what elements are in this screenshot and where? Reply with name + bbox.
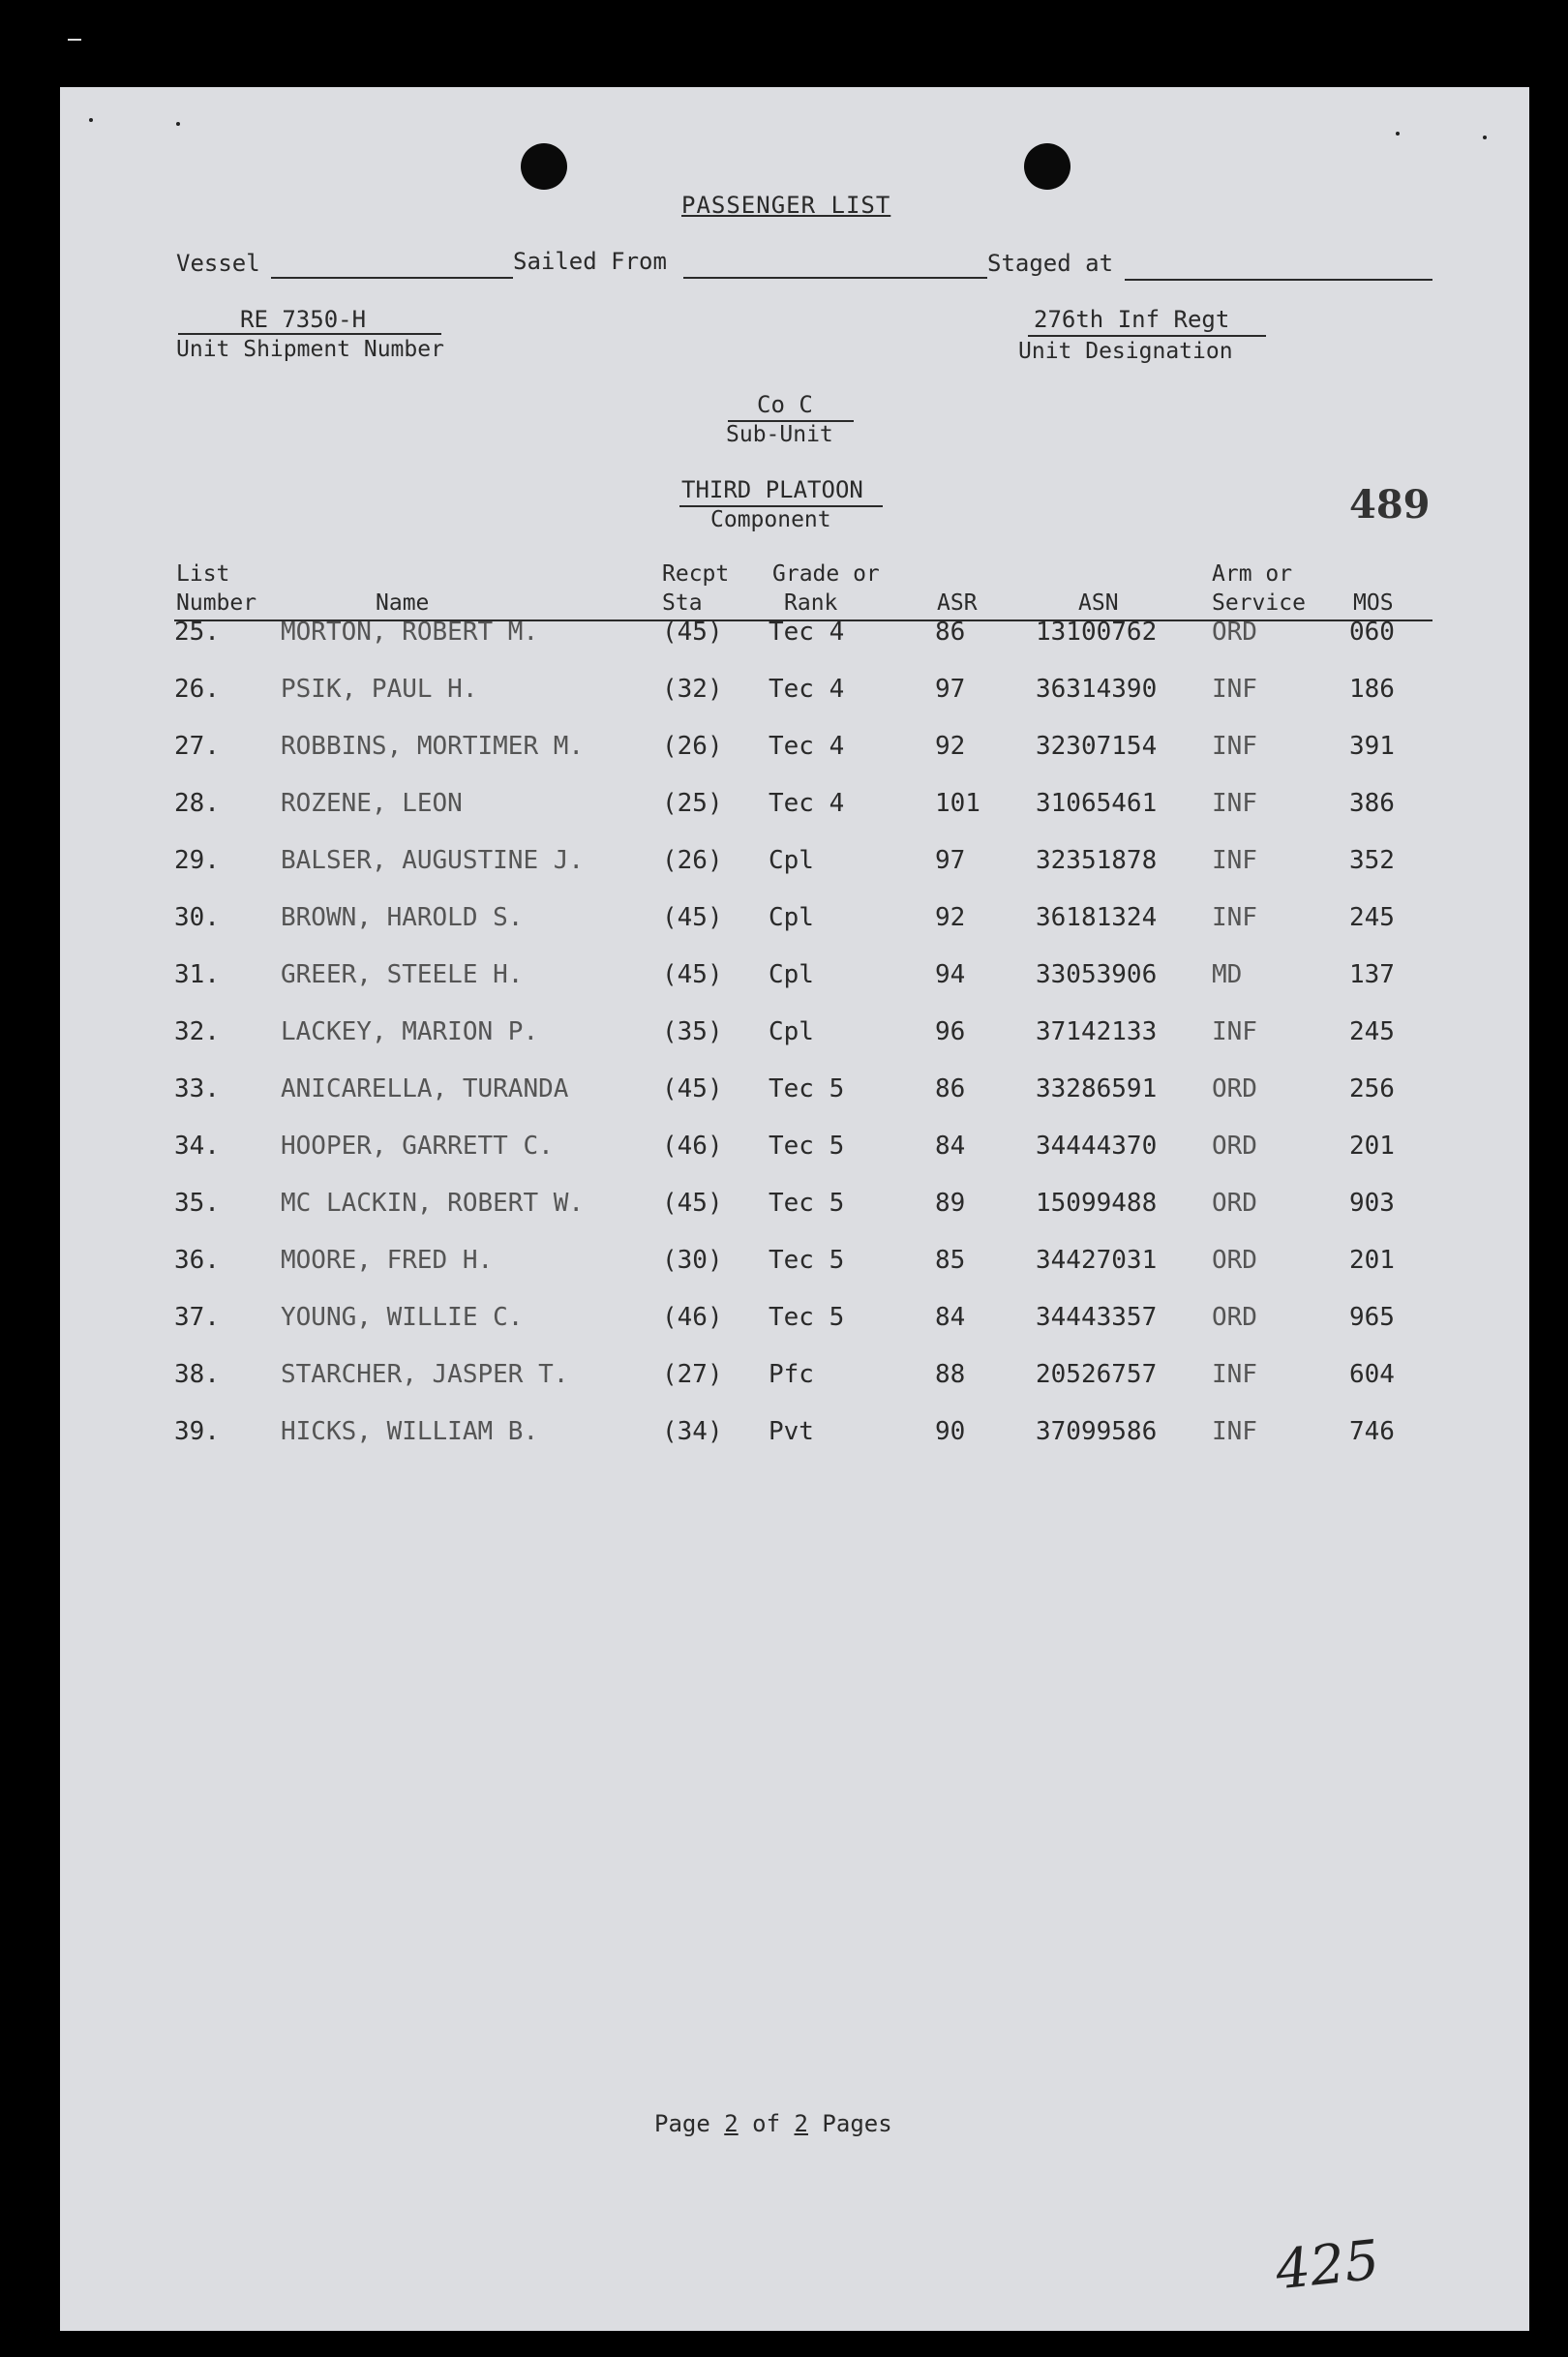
asn-number: 34427031: [1036, 1246, 1158, 1275]
header-mos: MOS: [1353, 590, 1394, 616]
list-number: 35.: [174, 1189, 220, 1218]
header-arm-service: Arm or Service: [1212, 561, 1306, 616]
grade-rank: Pfc: [769, 1360, 814, 1389]
mos-code: 386: [1349, 789, 1395, 818]
recpt-sta: (45): [662, 903, 723, 932]
header-name: Name: [376, 590, 430, 616]
component-label: Component: [710, 507, 831, 532]
mos-code: 604: [1349, 1360, 1395, 1389]
recpt-sta: (25): [662, 789, 723, 818]
list-number: 38.: [174, 1360, 220, 1389]
recpt-sta: (30): [662, 1246, 723, 1275]
asr-score: 92: [935, 732, 966, 761]
asr-score: 84: [935, 1132, 966, 1161]
grade-rank: Tec 5: [769, 1074, 845, 1103]
mos-code: 746: [1349, 1417, 1395, 1446]
mos-code: 186: [1349, 675, 1395, 704]
passenger-name: HOOPER, GARRETT C.: [281, 1132, 554, 1161]
grade-rank: Cpl: [769, 960, 814, 989]
recpt-sta: (34): [662, 1417, 723, 1446]
vessel-label: Vessel: [176, 250, 260, 277]
mos-code: 060: [1349, 618, 1395, 647]
arm-service: INF: [1212, 675, 1257, 704]
scan-speck: [1483, 136, 1487, 139]
list-number: 31.: [174, 960, 220, 989]
recpt-sta: (26): [662, 732, 723, 761]
arm-service: ORD: [1212, 1303, 1257, 1332]
asr-score: 85: [935, 1246, 966, 1275]
list-number: 32.: [174, 1017, 220, 1046]
page-title: PASSENGER LIST: [681, 192, 891, 219]
handwritten-number: 425: [1272, 2228, 1382, 2303]
recpt-sta: (45): [662, 1074, 723, 1103]
recpt-sta: (45): [662, 960, 723, 989]
list-number: 27.: [174, 732, 220, 761]
passenger-name: LACKEY, MARION P.: [281, 1017, 539, 1046]
passenger-name: BALSER, AUGUSTINE J.: [281, 846, 585, 875]
recpt-sta: (35): [662, 1017, 723, 1046]
asr-score: 96: [935, 1017, 966, 1046]
list-number: 39.: [174, 1417, 220, 1446]
passenger-name: MC LACKIN, ROBERT W.: [281, 1189, 585, 1218]
staged-at-label: Staged at: [987, 250, 1114, 277]
recpt-sta: (27): [662, 1360, 723, 1389]
arm-service: MD: [1212, 960, 1243, 989]
asn-number: 36181324: [1036, 903, 1158, 932]
grade-rank: Tec 5: [769, 1303, 845, 1332]
asn-number: 34444370: [1036, 1132, 1158, 1161]
asr-score: 92: [935, 903, 966, 932]
asn-number: 33286591: [1036, 1074, 1158, 1103]
grade-rank: Pvt: [769, 1417, 814, 1446]
scan-speck: [1396, 132, 1400, 136]
mos-code: 245: [1349, 903, 1395, 932]
unit-designation: 276th Inf Regt: [1034, 306, 1230, 333]
asr-score: 97: [935, 675, 966, 704]
arm-service: INF: [1212, 1417, 1257, 1446]
asn-number: 32351878: [1036, 846, 1158, 875]
passenger-name: GREER, STEELE H.: [281, 960, 524, 989]
unit-designation-label: Unit Designation: [1018, 339, 1233, 364]
asr-score: 97: [935, 846, 966, 875]
header-asn: ASN: [1078, 590, 1119, 616]
asn-number: 36314390: [1036, 675, 1158, 704]
asn-number: 37142133: [1036, 1017, 1158, 1046]
sailed-from-label: Sailed From: [513, 248, 667, 275]
list-number: 33.: [174, 1074, 220, 1103]
scan-mark: [68, 39, 81, 41]
passenger-name: ROZENE, LEON: [281, 789, 463, 818]
mos-code: 965: [1349, 1303, 1395, 1332]
grade-rank: Tec 4: [769, 618, 845, 647]
grade-rank: Tec 4: [769, 675, 845, 704]
asr-score: 90: [935, 1417, 966, 1446]
asr-score: 101: [935, 789, 980, 818]
list-number: 30.: [174, 903, 220, 932]
staged-at-field: [1125, 279, 1432, 281]
arm-service: INF: [1212, 732, 1257, 761]
mos-code: 352: [1349, 846, 1395, 875]
arm-service: INF: [1212, 1017, 1257, 1046]
vessel-field: [271, 277, 513, 279]
arm-service: INF: [1212, 1360, 1257, 1389]
footer-page-number: 2: [724, 2110, 739, 2137]
grade-rank: Tec 5: [769, 1189, 845, 1218]
header-grade-rank: Grade or Rank: [772, 561, 880, 616]
grade-rank: Tec 5: [769, 1132, 845, 1161]
recpt-sta: (46): [662, 1132, 723, 1161]
asr-score: 94: [935, 960, 966, 989]
passenger-name: PSIK, PAUL H.: [281, 675, 478, 704]
mos-code: 245: [1349, 1017, 1395, 1046]
unit-shipment-underline: [178, 333, 441, 335]
grade-rank: Tec 4: [769, 789, 845, 818]
asn-number: 31065461: [1036, 789, 1158, 818]
mos-code: 391: [1349, 732, 1395, 761]
asr-score: 89: [935, 1189, 966, 1218]
unit-shipment-number-label: Unit Shipment Number: [176, 337, 444, 362]
header-asr: ASR: [937, 590, 978, 616]
asr-score: 86: [935, 1074, 966, 1103]
arm-service: ORD: [1212, 1074, 1257, 1103]
scan-speck: [176, 122, 180, 126]
asr-score: 88: [935, 1360, 966, 1389]
asn-number: 32307154: [1036, 732, 1158, 761]
asr-score: 84: [935, 1303, 966, 1332]
grade-rank: Cpl: [769, 846, 814, 875]
header-recpt-sta: Recpt Sta: [662, 561, 730, 616]
list-number: 28.: [174, 789, 220, 818]
punch-hole-left: [521, 143, 567, 190]
page-footer: Page 2 of 2 Pages: [654, 2110, 892, 2137]
mos-code: 201: [1349, 1246, 1395, 1275]
arm-service: INF: [1212, 789, 1257, 818]
recpt-sta: (45): [662, 1189, 723, 1218]
mos-code: 137: [1349, 960, 1395, 989]
passenger-name: ANICARELLA, TURANDA: [281, 1074, 569, 1103]
header-list-number: List Number: [176, 561, 257, 616]
arm-service: INF: [1212, 846, 1257, 875]
footer-page-total: 2: [794, 2110, 808, 2137]
mos-code: 256: [1349, 1074, 1395, 1103]
mos-code: 903: [1349, 1189, 1395, 1218]
passenger-name: YOUNG, WILLIE C.: [281, 1303, 524, 1332]
asn-number: 15099488: [1036, 1189, 1158, 1218]
recpt-sta: (32): [662, 675, 723, 704]
arm-service: ORD: [1212, 618, 1257, 647]
component: THIRD PLATOON: [681, 476, 863, 503]
grade-rank: Cpl: [769, 903, 814, 932]
asn-number: 13100762: [1036, 618, 1158, 647]
asn-number: 34443357: [1036, 1303, 1158, 1332]
passenger-name: STARCHER, JASPER T.: [281, 1360, 569, 1389]
list-number: 29.: [174, 846, 220, 875]
arm-service: ORD: [1212, 1246, 1257, 1275]
passenger-name: ROBBINS, MORTIMER M.: [281, 732, 585, 761]
asn-number: 33053906: [1036, 960, 1158, 989]
passenger-name: BROWN, HAROLD S.: [281, 903, 524, 932]
recpt-sta: (45): [662, 618, 723, 647]
list-number: 25.: [174, 618, 220, 647]
grade-rank: Cpl: [769, 1017, 814, 1046]
arm-service: ORD: [1212, 1132, 1257, 1161]
passenger-name: MOORE, FRED H.: [281, 1246, 494, 1275]
grade-rank: Tec 5: [769, 1246, 845, 1275]
list-number: 34.: [174, 1132, 220, 1161]
sailed-from-field: [683, 277, 987, 279]
unit-shipment-number: RE 7350-H: [240, 306, 367, 333]
scan-speck: [89, 118, 93, 122]
asn-number: 37099586: [1036, 1417, 1158, 1446]
asr-score: 86: [935, 618, 966, 647]
arm-service: ORD: [1212, 1189, 1257, 1218]
recpt-sta: (26): [662, 846, 723, 875]
recpt-sta: (46): [662, 1303, 723, 1332]
list-number: 26.: [174, 675, 220, 704]
document-sheet: [60, 87, 1529, 2331]
arm-service: INF: [1212, 903, 1257, 932]
sub-unit-label: Sub-Unit: [726, 422, 833, 447]
sub-unit: Co C: [757, 391, 813, 418]
list-number: 37.: [174, 1303, 220, 1332]
passenger-name: MORTON, ROBERT M.: [281, 618, 539, 647]
asn-number: 20526757: [1036, 1360, 1158, 1389]
grade-rank: Tec 4: [769, 732, 845, 761]
passenger-name: HICKS, WILLIAM B.: [281, 1417, 539, 1446]
list-number: 36.: [174, 1246, 220, 1275]
punch-hole-right: [1024, 143, 1070, 190]
unit-designation-underline: [1028, 335, 1266, 337]
stamped-page-number: 489: [1349, 482, 1431, 528]
mos-code: 201: [1349, 1132, 1395, 1161]
